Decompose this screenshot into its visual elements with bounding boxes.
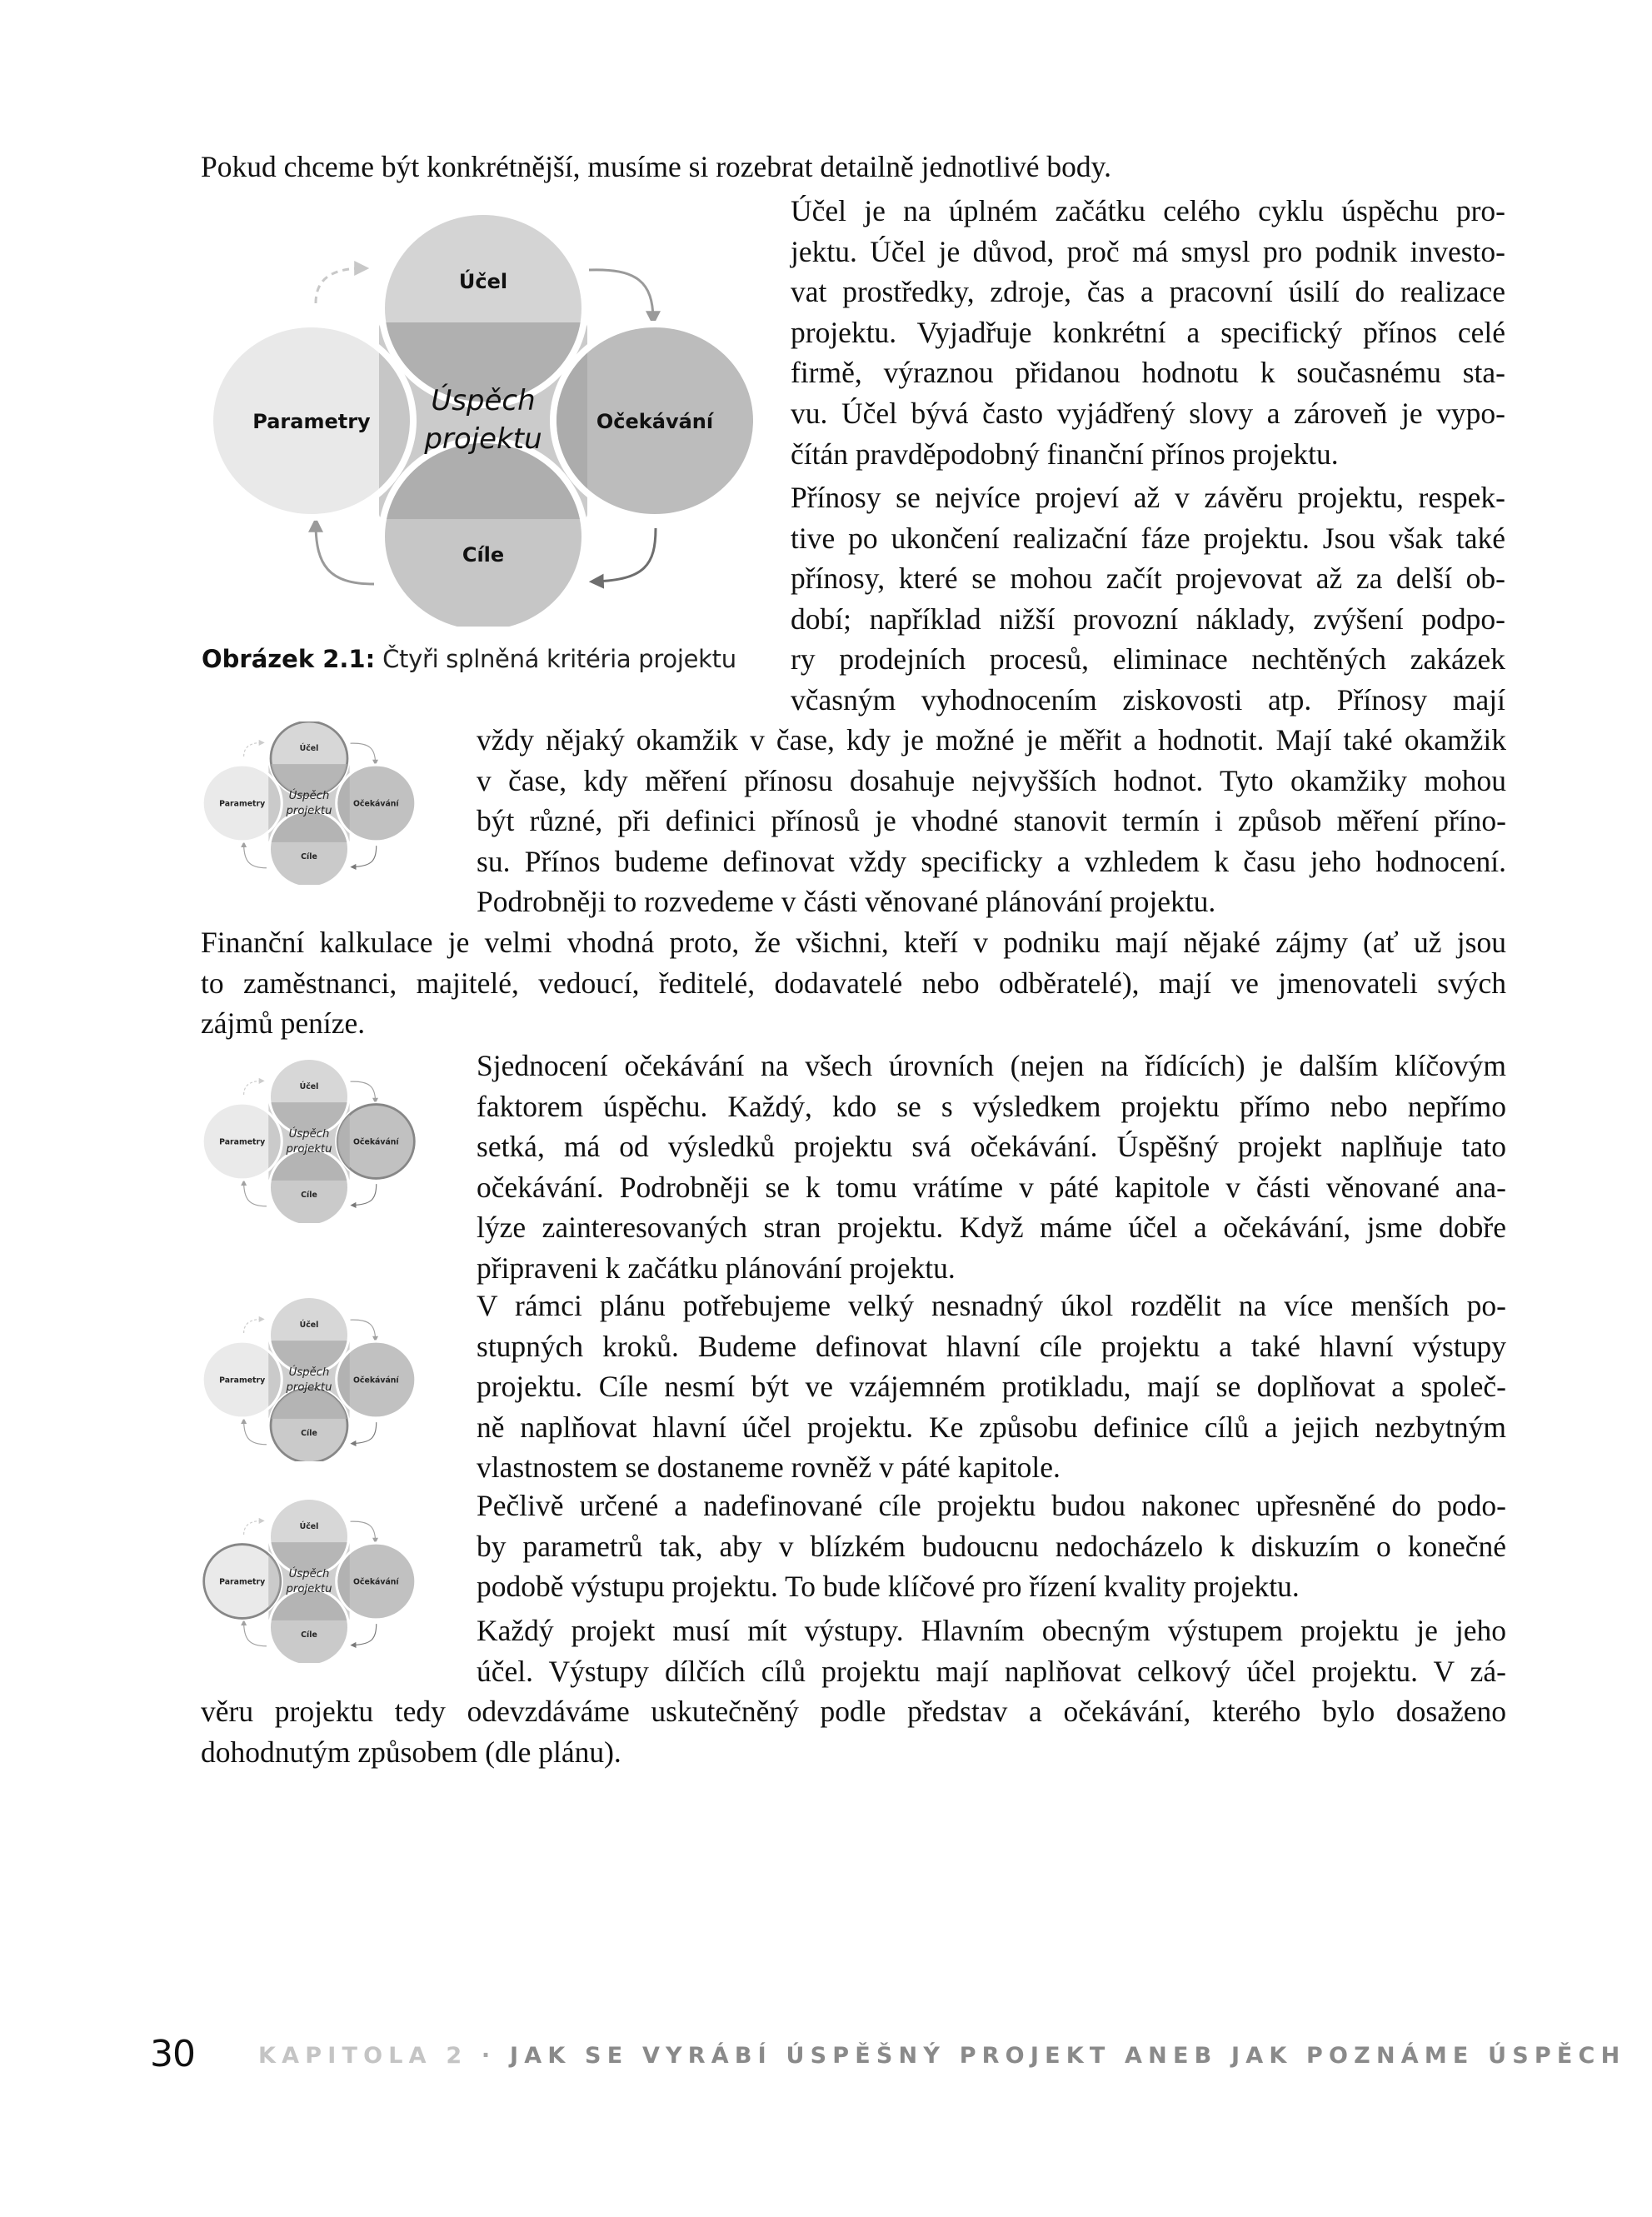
svg-text:projektu: projektu	[286, 1381, 332, 1395]
paragraph-cile	[477, 1286, 1506, 1488]
text-line: přínosy, které se mohou začít projevovat až za delší ob-	[791, 562, 1505, 596]
paragraph-ocekavani	[477, 1046, 1506, 1289]
text-line: by parametrů tak, aby v blízkém budoucnu nedocházelo k diskuzím o konečné	[477, 1529, 1506, 1563]
paragraph-prinosy	[791, 477, 1505, 721]
svg-text:Úspěch: Úspěch	[431, 384, 536, 417]
svg-text:Očekávání: Očekávání	[596, 410, 714, 433]
svg-text:Parametry: Parametry	[219, 1577, 266, 1587]
text-line: stupných kroků. Budeme definovat hlavní cíle projektu a také hlavní výstupy	[477, 1329, 1506, 1363]
text-line: setká, má od výsledků projektu svá očekávání. Úspěšný projekt naplňuje tato	[477, 1130, 1506, 1164]
text-line: čítán pravděpodobný finanční přínos projektu.	[791, 437, 1339, 471]
footer-chapter: KAPITOLA 2	[258, 2043, 468, 2069]
text-line: faktorem úspěchu. Každý, kdo se s výsledkem projektu přímo nebo nepřímo	[477, 1089, 1506, 1123]
figure-label: Obrázek 2.1:	[202, 645, 376, 673]
text-line: v čase, kdy měření přínosu dosahuje nejvyšších hodnot. Tyto okamžiky mohou	[477, 763, 1506, 797]
thumbnail-diagram-ucel	[200, 722, 418, 885]
running-footer	[258, 2043, 1625, 2069]
text-line: V rámci plánu potřebujeme velký nesnadný úkol rozdělit na více menších po-	[477, 1289, 1506, 1322]
text-line: vu. Účel bývá často vyjádřený slovy a zároveň je vypo-	[791, 396, 1505, 430]
svg-text:Očekávání: Očekávání	[352, 799, 399, 809]
text-line: Přínosy se nejvíce projeví až v závěru projektu, respek-	[791, 481, 1505, 514]
svg-text:Účel: Účel	[299, 743, 319, 753]
paragraph-ucel	[791, 191, 1505, 474]
text-line: dobí; například nižší provozní náklady, zvýšení podpo-	[791, 602, 1505, 636]
svg-text:Účel: Účel	[458, 270, 508, 293]
text-line: Pokud chceme být konkrétnější, musíme si rozebrat detailně jednotlivé body.	[201, 150, 1111, 183]
svg-text:Očekávání: Očekávání	[352, 1376, 399, 1386]
text-line: ry prodejních procesů, eliminace nechtěných zakázek	[791, 642, 1505, 677]
svg-text:projektu: projektu	[424, 422, 542, 456]
svg-text:Parametry: Parametry	[219, 1376, 266, 1386]
paragraph-prinosy-continued	[477, 720, 1506, 922]
text-line: Pečlivě určené a nadefinované cíle projektu budou nakonec upřesněné do podo-	[477, 1489, 1506, 1522]
svg-text:Cíle: Cíle	[301, 1428, 317, 1439]
svg-text:Cíle: Cíle	[301, 1190, 317, 1201]
intro-paragraph	[201, 147, 1111, 187]
text-line: Finanční kalkulace je velmi vhodná proto, že všichni, kteří v podniku mají nějaké zájmy (ať už jsou	[201, 926, 1506, 959]
text-line: věru projektu tedy odevzdáváme uskutečněný podle představ a očekávání, kterého bylo dosaženo	[201, 1695, 1506, 1728]
text-line: to zaměstnanci, majitelé, vedoucí, ředitelé, dodavatelé nebo odběratelé), mají ve jmenovateli svých	[201, 966, 1506, 1000]
footer-chapter-title: JAK SE VYRÁBÍ ÚSPĚŠNÝ PROJEKT ANEB JAK POZNÁME ÚSPĚCH	[509, 2043, 1626, 2069]
figure-caption	[202, 645, 736, 673]
text-line: ně naplňovat hlavní účel projektu. Ke způsobu definice cílů a jejich nezbytným	[477, 1410, 1506, 1444]
svg-text:Úspěch: Úspěch	[288, 1567, 330, 1580]
svg-text:Úspěch: Úspěch	[288, 789, 330, 802]
text-line: podobě výstupu projektu. To bude klíčové pro řízení kvality projektu.	[477, 1570, 1300, 1604]
text-line: Účel je na úplném začátku celého cyklu úspěchu pro-	[791, 194, 1505, 227]
paragraph-vystupy	[477, 1610, 1506, 1691]
svg-text:Účel: Účel	[299, 1081, 319, 1091]
paragraph-vystupy-continued	[201, 1691, 1506, 1772]
svg-text:Cíle: Cíle	[301, 1630, 317, 1640]
svg-text:Parametry: Parametry	[252, 410, 371, 433]
text-line: vždy nějaký okamžik v čase, kdy je možné je měřit a hodnotit. Mají také okamžik	[477, 723, 1506, 756]
svg-text:projektu: projektu	[286, 1142, 332, 1156]
svg-text:Parametry: Parametry	[219, 1137, 266, 1147]
text-line: být různé, při definici přínosů je vhodné stanovit termín i způsob měření příno-	[477, 804, 1506, 838]
svg-text:Cíle: Cíle	[462, 543, 505, 567]
svg-text:projektu: projektu	[286, 804, 332, 818]
text-line: jektu. Účel je důvod, proč má smysl pro podnik investo-	[791, 234, 1505, 268]
text-line: účel. Výstupy dílčích cílů projektu mají naplňovat celkový účel projektu. V zá-	[477, 1654, 1506, 1688]
svg-text:Úspěch: Úspěch	[288, 1366, 330, 1379]
thumbnail-diagram-cile	[200, 1298, 418, 1461]
text-line: su. Přínos budeme definovat vždy specificky a vzhledem k času jeho hodnocení.	[477, 844, 1506, 878]
text-line: Každý projekt musí mít výstupy. Hlavním obecným výstupem projektu je jeho	[477, 1614, 1506, 1647]
success-criteria-diagram	[203, 215, 763, 627]
text-line: firmě, výraznou přidanou hodnotu k současnému sta-	[791, 356, 1505, 390]
svg-text:projektu: projektu	[286, 1582, 332, 1596]
thumbnail-diagram-ocekavani	[200, 1060, 418, 1223]
text-line: vlastnostem se dostaneme rovněž v páté kapitole.	[477, 1451, 1061, 1485]
paragraph-parametry	[477, 1485, 1506, 1607]
text-line: projektu. Cíle nesmí být ve vzájemném protikladu, mají se doplňovat a společ-	[477, 1370, 1506, 1404]
figure-caption-text: Čtyři splněná kritéria projektu	[375, 645, 736, 673]
svg-text:Očekávání: Očekávání	[352, 1137, 399, 1147]
text-line: vat prostředky, zdroje, čas a pracovní úsilí do realizace	[791, 275, 1505, 309]
text-line: připraveni k začátku plánování projektu.	[477, 1251, 956, 1285]
text-line: lýze zainteresovaných stran projektu. Když máme účel a očekávání, jsme dobře	[477, 1211, 1506, 1245]
text-line: Sjednocení očekávání na všech úrovních (nejen na řídících) je dalším klíčovým	[477, 1049, 1506, 1082]
svg-text:Parametry: Parametry	[219, 799, 266, 809]
text-line: projektu. Vyjadřuje konkrétní a specifický přínos celé	[791, 315, 1505, 349]
text-line: očekávání. Podrobněji se k tomu vrátíme v páté kapitole v části věnované ana-	[477, 1170, 1506, 1204]
page-number: 30	[150, 2033, 195, 2075]
text-line: tive po ukončení realizační fáze projektu. Jsou však také	[791, 521, 1505, 555]
svg-text:Úspěch: Úspěch	[288, 1127, 330, 1141]
svg-text:Cíle: Cíle	[301, 851, 317, 862]
text-line: včasným vyhodnocením ziskovosti atp. Přínosy mají	[791, 682, 1505, 717]
footer-separator: ·	[467, 2043, 510, 2069]
text-line: Podrobněji to rozvedeme v části věnované plánování projektu.	[477, 885, 1216, 919]
svg-text:Očekávání: Očekávání	[352, 1577, 399, 1587]
thumbnail-diagram-parametry	[200, 1500, 418, 1663]
paragraph-financni-kalkulace	[201, 922, 1506, 1044]
text-line: zájmů peníze.	[201, 1006, 366, 1041]
text-line: dohodnutým způsobem (dle plánu).	[201, 1735, 621, 1769]
svg-text:Účel: Účel	[299, 1320, 319, 1330]
svg-text:Účel: Účel	[299, 1521, 319, 1531]
